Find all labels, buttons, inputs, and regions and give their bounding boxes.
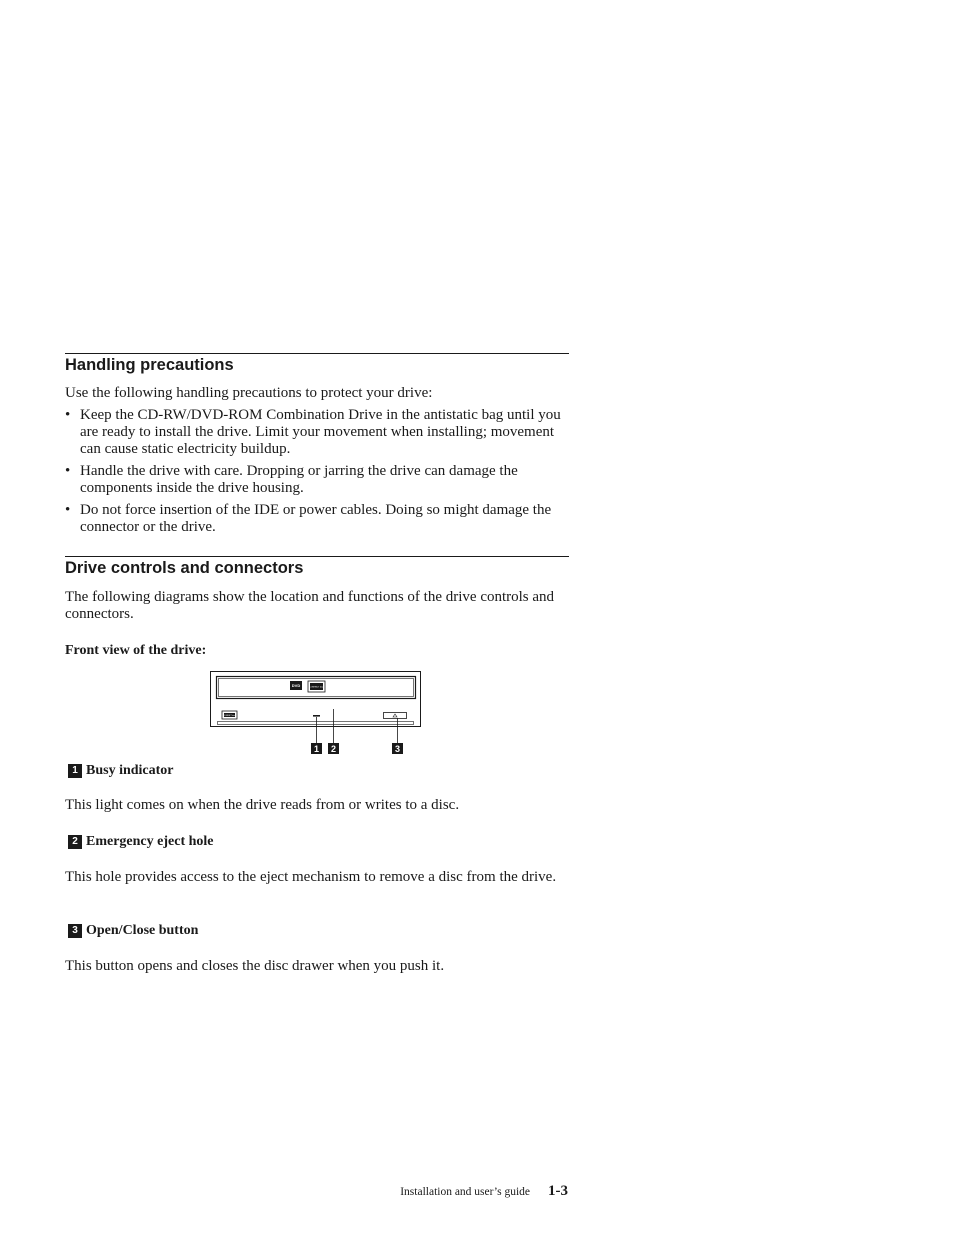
dvd-logo-text: DVD (291, 683, 301, 688)
footer-title: Installation and user’s guide (400, 1186, 530, 1198)
callout-number-1: 1 (313, 744, 320, 754)
callout-number-2: 2 (330, 744, 337, 754)
handling-bullet: • Keep the CD-RW/DVD-ROM Combination Drive in the antistatic bag until you are ready to install the drive. Limit your movement when installing; movement can cause static electricity buildup. (65, 407, 565, 458)
item-description-busy-indicator: This light comes on when the drive reads from or writes to a disc. (65, 797, 460, 813)
busy-indicator-light (313, 715, 320, 717)
handling-bullet-list (65, 407, 565, 541)
compact-disc-logo-icon (308, 681, 325, 692)
front-view-label: Front view of the drive: (65, 643, 207, 658)
heading-drive-controls: Drive controls and connectors (65, 559, 304, 577)
section-rule-handling (65, 353, 569, 354)
item-number-badge: 3 (68, 924, 82, 938)
controls-intro: The following diagrams show the location and functions of the drive controls and connectors. (65, 589, 555, 622)
item-label: Busy indicator (86, 762, 174, 778)
page-number: 1-3 (548, 1183, 568, 1199)
bezel-compact-disc-logo-text: COMPACT disc (223, 716, 236, 717)
item-heading-busy-indicator (68, 762, 174, 779)
item-number-badge: 2 (68, 835, 82, 849)
page-footer (400, 1183, 568, 1200)
compact-disc-logo-text: COMPACT disc (309, 686, 324, 689)
item-description-open-close-button: This button opens and closes the disc drawer when you push it. (65, 958, 445, 974)
drive-front-view-diagram (205, 666, 430, 758)
handling-bullet: • Do not force insertion of the IDE or power cables. Doing so might damage the connector or the drive. (65, 502, 565, 536)
callout-number-3: 3 (394, 744, 401, 754)
dvd-logo-icon (290, 681, 302, 690)
section-rule-controls (65, 556, 569, 557)
item-heading-open-close-button (68, 922, 198, 939)
item-description-emergency-eject-hole: This hole provides access to the eject mechanism to remove a disc from the drive. (65, 869, 557, 885)
bezel-bottom-strip (218, 722, 414, 725)
handling-intro: Use the following handling precautions to protect your drive: (65, 385, 433, 401)
item-heading-emergency-eject-hole (68, 833, 214, 850)
item-number-badge: 1 (68, 764, 82, 778)
open-close-button (384, 713, 407, 719)
handling-bullet: • Handle the drive with care. Dropping or jarring the drive can damage the components inside the drive housing. (65, 463, 565, 497)
item-label: Emergency eject hole (86, 833, 214, 849)
heading-handling-precautions: Handling precautions (65, 356, 234, 374)
item-label: Open/Close button (86, 922, 199, 938)
bezel-compact-disc-logo-icon (222, 711, 237, 719)
